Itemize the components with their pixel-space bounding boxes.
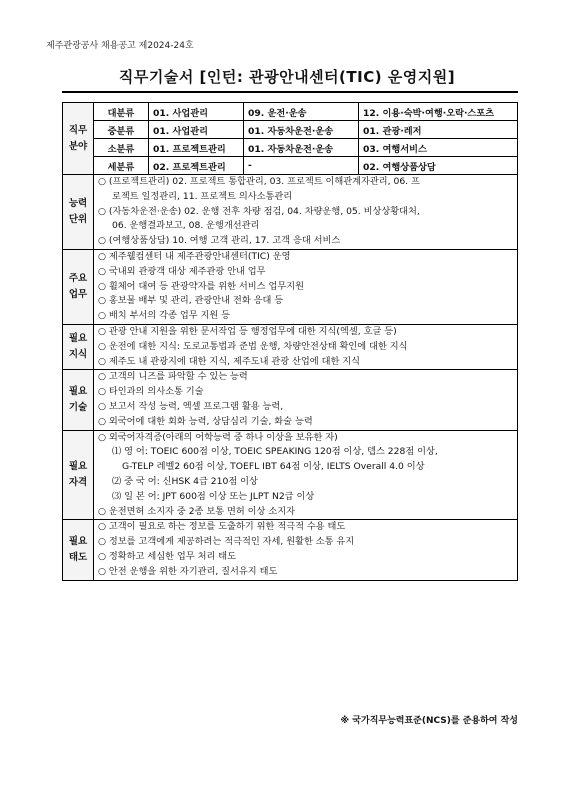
section-line: ○ 보고서 작성 능력, 엑셀 프로그램 활용 능력, (98, 400, 284, 412)
classification-cell: 09. 운전·운송 (244, 103, 359, 121)
section-row (63, 175, 518, 250)
classification-level: 세분류 (94, 157, 149, 175)
section-line: ○ 외국어에 대한 회화 능력, 상담심리 기술, 화술 능력 (98, 415, 313, 427)
section-line: ○ 안전 운행을 위한 자기관리, 질서유지 태도 (98, 565, 278, 577)
section-content (94, 324, 518, 369)
section-line: ○ 고객의 니즈를 파악할 수 있는 능력 (98, 371, 248, 383)
section-line: ○ 타인과의 의사소통 기술 (98, 386, 204, 398)
section-row (63, 520, 518, 580)
classification-cell: 01. 자동차운전·운송 (244, 139, 359, 157)
section-content (94, 520, 518, 580)
section-line: ○ 제주도 내 관광지에 대한 지식, 제주도내 관광 산업에 대한 지식 (98, 355, 361, 367)
section-content (94, 175, 518, 250)
section-row (63, 324, 518, 369)
job-description-table (62, 102, 518, 581)
section-line: ○ 홍보물 배부 및 관리, 관광안내 전화 응대 등 (98, 295, 284, 307)
section-line: ⑶ 일 본 어: JPT 600점 이상 또는 JLPT N2급 이상 (112, 490, 315, 502)
footer-note: ※ 국가직무능력표준(NCS)를 준용하여 작성 (340, 716, 518, 726)
section-line: ○ (프로젝트관리) 02. 프로젝트 통합관리, 03. 프로젝트 이해관계자관리, 06. 프 (98, 176, 420, 187)
section-line: ○ (자동차운전·운송) 02. 운행 전후 차량 점검, 04. 차량운행, 05. 비상상황대처, (98, 205, 420, 217)
classification-row (63, 157, 518, 175)
section-line: G-TELP 레벨2 60점 이상, TOEFL IBT 64점 이상, IELTS Overall 4.0 이상 (122, 461, 425, 473)
section-line: 06. 운행결과보고, 08. 운행개선관리 (112, 220, 260, 232)
section-label: 필요 지식 (63, 324, 94, 369)
section-line: ○ 정확하고 세심한 업무 처리 태도 (98, 550, 236, 562)
classification-cell: 01. 관광·레저 (359, 121, 518, 139)
classification-cell: 01. 자동차운전·운송 (244, 121, 359, 139)
page-title: 직무기술서 [인턴: 관광안내센터(TIC) 운영지원] (118, 68, 456, 86)
section-line: ○ 운전면허 소지자 중 2종 보통 면허 이상 소지자 (98, 505, 295, 517)
section-label: 필요 기술 (63, 370, 94, 430)
classification-cell: 02. 프로젝트관리 (149, 157, 244, 175)
section-line: ○ 배치 부서의 각종 업무 지원 등 (98, 310, 231, 322)
classification-cell: 01. 사업관리 (149, 103, 244, 121)
document-header-note: 제주관광공사 채용공고 제2024-24호 (46, 41, 194, 51)
classification-row (63, 121, 518, 139)
section-label: 필요 자격 (63, 430, 94, 520)
section-line: ○ (여행상품상담) 10. 여행 고객 관리, 17. 고객 응대 서비스 (98, 235, 341, 247)
section-label-job-field: 직무 분야 (63, 103, 94, 175)
section-content (94, 430, 518, 520)
section-line: ○ 국내외 관광객 대상 제주관광 안내 업무 (98, 265, 266, 277)
section-content (94, 249, 518, 324)
section-content (94, 370, 518, 430)
section-line: 로젝트 일정관리, 11. 프로젝트 의사소통관리 (112, 190, 293, 202)
classification-cell: 12. 이용·숙박·여행·오락·스포츠 (359, 103, 518, 121)
title-rule-bottom (62, 91, 518, 93)
section-line: ○ 정보를 고객에게 제공하려는 적극적인 자세, 원활한 소통 유지 (98, 536, 355, 548)
section-line: ○ 휠체어 대여 등 관광약자를 위한 서비스 업무지원 (98, 280, 304, 292)
section-line: ⑵ 중 국 어: 신HSK 4급 210점 이상 (112, 475, 258, 487)
section-line: ⑴ 영 어: TOEIC 600점 이상, TOEIC SPEAKING 120점 이상, 텝스 228점 이상, (112, 446, 438, 458)
section-row (63, 249, 518, 324)
classification-cell: 01. 프로젝트관리 (149, 139, 244, 157)
classification-level: 중분류 (94, 121, 149, 139)
classification-cell: 03. 여행서비스 (359, 139, 518, 157)
section-line: ○ 운전에 대한 지식: 도로교통법과 준법 운행, 차량안전상태 확인에 대한 지식 (98, 340, 408, 352)
section-row (63, 370, 518, 430)
classification-cell: 01. 사업관리 (149, 121, 244, 139)
section-label: 주요 업무 (63, 249, 94, 324)
classification-row (63, 103, 518, 121)
classification-level: 소분류 (94, 139, 149, 157)
classification-level: 대분류 (94, 103, 149, 121)
section-label: 능력 단위 (63, 175, 94, 250)
classification-cell: 02. 여행상품상담 (359, 157, 518, 175)
section-line: ○ 관광 안내 지원을 위한 문서작업 등 행정업무에 대한 지식(엑셀, 호글 등) (98, 325, 397, 337)
classification-row (63, 139, 518, 157)
classification-cell: - (244, 157, 359, 175)
section-line: ○ 제주웰컴센터 내 제주관광안내센터(TIC) 운영 (98, 250, 291, 262)
section-row (63, 430, 518, 520)
section-line: ○ 고객이 필요로 하는 정보를 도출하기 위한 적극적 수용 태도 (98, 521, 346, 533)
section-label: 필요 태도 (63, 520, 94, 580)
section-line: ○ 외국어자격증(아래의 어학능력 중 하나 이상을 보유한 자) (98, 431, 338, 443)
